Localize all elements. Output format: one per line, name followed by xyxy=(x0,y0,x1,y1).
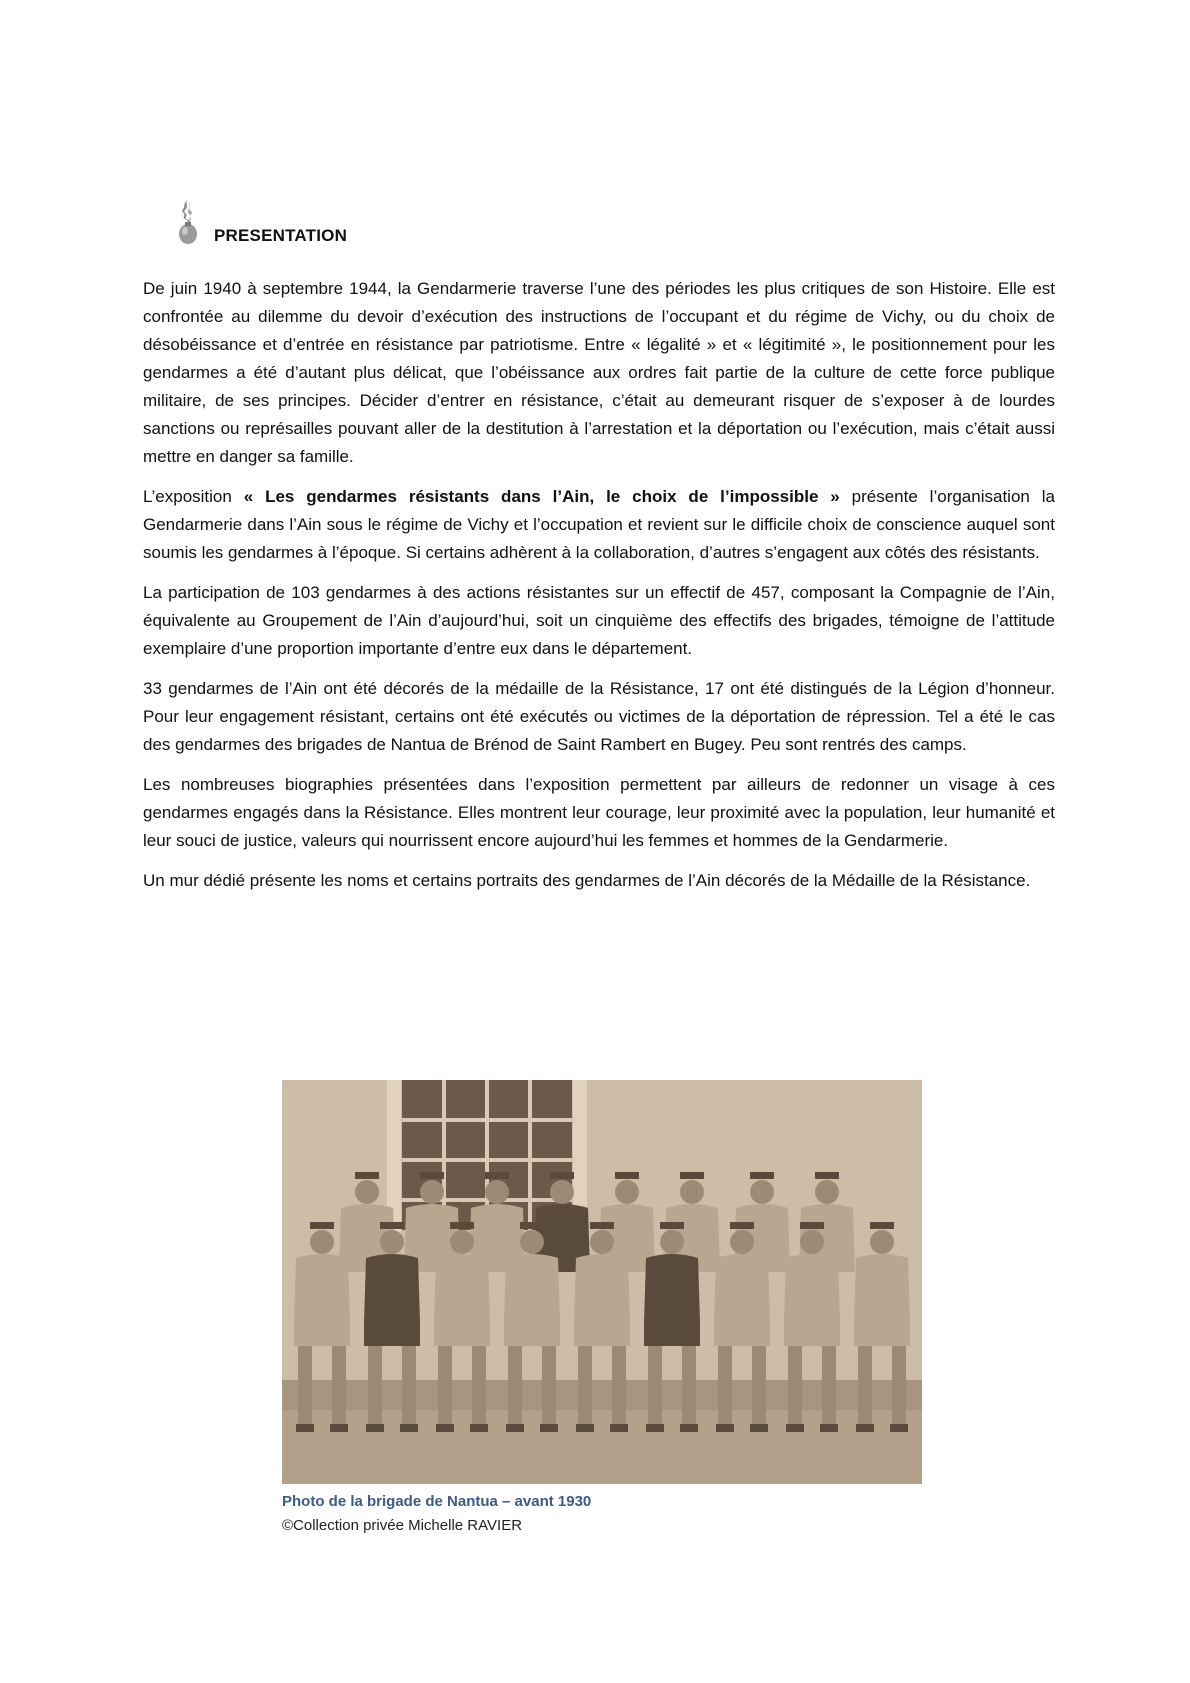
brigade-photo xyxy=(282,1080,922,1484)
gendarmerie-grenade-icon xyxy=(176,198,200,246)
paragraph-exposition-end: présente l’organisation la Gendarmerie dans l’Ain sous le régime de Vichy et l’occupation et revient sur le difficile choix de conscience auquel sont soumis les gendarmes à l’époque. Si certains adhèrent à la collaboration, d’autres s’engagent aux côtés des résistants. xyxy=(143,487,1055,562)
photo-caption xyxy=(282,1490,591,1538)
paragraph-memorial-wall: Un mur dédié présente les noms et certains portraits des gendarmes de l’Ain décorés de la Médaille de la Résistance. xyxy=(143,871,1031,890)
brigade-photo-illustration xyxy=(282,1080,922,1484)
caption-title: Photo de la brigade de Nantua – avant 1930 xyxy=(282,1493,592,1510)
paragraph-exposition xyxy=(143,483,1055,567)
paragraph-biographies: Les nombreuses biographies présentées dans l’exposition permettent par ailleurs de redonner un visage à ces gendarmes engagés dans la Résistance. Elles montrent leur courage, leur proximité avec la population, leur humanité et leur souci de justice, valeurs qui nourrissent encore aujourd’hui les femmes et hommes de la Gendarmerie. xyxy=(143,775,1055,850)
exposition-title: « Les gendarmes résistants dans l’Ain, le choix de l’impossible » xyxy=(243,487,840,506)
caption-credit: ©Collection privée Michelle RAVIER xyxy=(282,1517,523,1534)
paragraph-exposition-start: L’exposition xyxy=(143,487,244,506)
article-body xyxy=(143,275,1055,907)
paragraph-decorations: 33 gendarmes de l’Ain ont été décorés de la médaille de la Résistance, 17 ont été distingués de la Légion d’honneur. Pour leur engagement résistant, certains ont été exécutés ou victimes de la déportation de répression. Tel a été le cas des gendarmes des brigades de Nantua de Brénod de Saint Rambert en Bugey. Peu sont rentrés des camps. xyxy=(143,679,1055,754)
section-header xyxy=(176,198,576,248)
page-title: PRESENTATION xyxy=(214,226,348,245)
paragraph-participation: La participation de 103 gendarmes à des actions résistantes sur un effectif de 457, composant la Compagnie de l’Ain, équivalente au Groupement de l’Ain d’aujourd’hui, soit un cinquième des effectifs des brigades, témoigne de l’attitude exemplaire d’une proportion importante d’entre eux dans le département. xyxy=(143,583,1055,658)
paragraph-intro: De juin 1940 à septembre 1944, la Gendarmerie traverse l’une des périodes les plus critiques de son Histoire. Elle est confrontée au dilemme du devoir d’exécution des instructions de l’occupant et du régime de Vichy, ou du choix de désobéissance et d’entrée en résistance par patriotisme. Entre « légalité » et « légitimité », le positionnement pour les gendarmes a été d’autant plus délicat, que l’obéissance aux ordres fait partie de la culture de cette force publique militaire, de ses principes. Décider d’entrer en résistance, c’était au demeurant risquer de s’exposer à de lourdes sanctions ou représailles pouvant aller de la destitution à l’arrestation et la déportation ou l’exécution, mais c’était aussi mettre en danger sa famille. xyxy=(143,279,1055,466)
